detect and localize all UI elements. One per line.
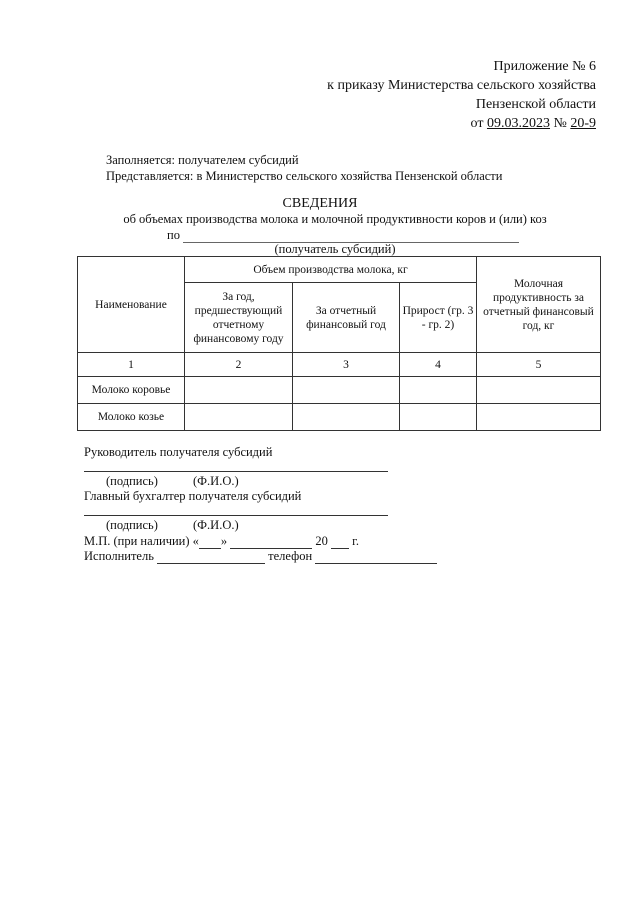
appendix-number-prefix: № <box>553 116 567 131</box>
head-signature-caption: (подпись) <box>106 474 158 488</box>
cell-growth[interactable] <box>400 404 477 431</box>
appendix-line-3: Пензенской области <box>475 97 596 112</box>
accountant-title: Главный бухгалтер получателя субсидий <box>84 489 302 503</box>
col-number: 2 <box>185 353 293 377</box>
appendix-line-4 <box>176 114 596 133</box>
table-row <box>78 404 601 431</box>
header-growth: Прирост (гр. 3 - гр. 2) <box>400 283 477 353</box>
appendix-line-2: к приказу Министерства сельского хозяйства <box>327 78 596 93</box>
submitted-to-text: Представляется: в Министерство сельского хозяйства Пензенской области <box>106 169 503 183</box>
header-productivity: Молочная продуктивность за отчетный финансовый год, кг <box>477 257 601 353</box>
cell-prev-year[interactable] <box>185 404 293 431</box>
cell-growth[interactable] <box>400 377 477 404</box>
head-fio-caption: (Ф.И.О.) <box>193 474 239 488</box>
accountant-signature-line[interactable] <box>84 515 388 516</box>
header-production-volume: Объем производства молока, кг <box>185 257 477 283</box>
cell-prev-year[interactable] <box>185 377 293 404</box>
stamp-mid: » <box>220 534 228 548</box>
executor-label: Исполнитель <box>84 549 154 563</box>
head-title: Руководитель получателя субсидий <box>84 445 273 459</box>
executor-line <box>84 549 437 564</box>
month-field[interactable] <box>230 537 312 549</box>
cell-productivity[interactable] <box>477 377 601 404</box>
cell-report-year[interactable] <box>293 377 400 404</box>
day-field[interactable] <box>199 537 221 549</box>
by-label: по <box>167 228 180 242</box>
header-name: Наименование <box>78 257 185 353</box>
row-name: Молоко козье <box>78 404 185 431</box>
accountant-signature-caption: (подпись) <box>106 518 158 532</box>
header-prev-year: За год, предшествующий отчетному финансовому году <box>185 283 293 353</box>
head-signature-line[interactable] <box>84 471 388 472</box>
column-numbers-row <box>78 353 601 377</box>
stamp-date-line <box>84 534 359 549</box>
header-report-year: За отчетный финансовый год <box>293 283 400 353</box>
cell-report-year[interactable] <box>293 404 400 431</box>
milk-production-table <box>77 256 601 431</box>
appendix-date: 09.03.2023 <box>486 116 550 131</box>
phone-label: телефон <box>268 549 313 563</box>
appendix-line-1: Приложение № 6 <box>493 59 596 74</box>
appendix-date-prefix: от <box>470 116 484 131</box>
accountant-fio-caption: (Ф.И.О.) <box>193 518 239 532</box>
col-number: 5 <box>477 353 601 377</box>
col-number: 3 <box>293 353 400 377</box>
form-subtitle: об объемах производства молока и молочной продуктивности коров и (или) коз <box>123 212 547 226</box>
stamp-label: М.П. (при наличии) « <box>84 534 199 548</box>
col-number: 1 <box>78 353 185 377</box>
executor-field[interactable] <box>157 552 265 564</box>
year-suffix: г. <box>352 534 360 548</box>
year-field[interactable] <box>331 537 349 549</box>
form-title: СВЕДЕНИЯ <box>282 196 358 211</box>
row-name: Молоко коровье <box>78 377 185 404</box>
year-prefix: 20 <box>315 534 328 548</box>
cell-productivity[interactable] <box>477 404 601 431</box>
col-number: 4 <box>400 353 477 377</box>
recipient-caption: (получатель субсидий) <box>274 242 396 256</box>
filled-by-text: Заполняется: получателем субсидий <box>106 153 299 167</box>
fill-info <box>106 152 502 184</box>
table-row <box>78 377 601 404</box>
appendix-header <box>176 57 596 133</box>
recipient-line <box>167 228 519 243</box>
appendix-number: 20-9 <box>570 116 596 131</box>
phone-field[interactable] <box>315 552 437 564</box>
